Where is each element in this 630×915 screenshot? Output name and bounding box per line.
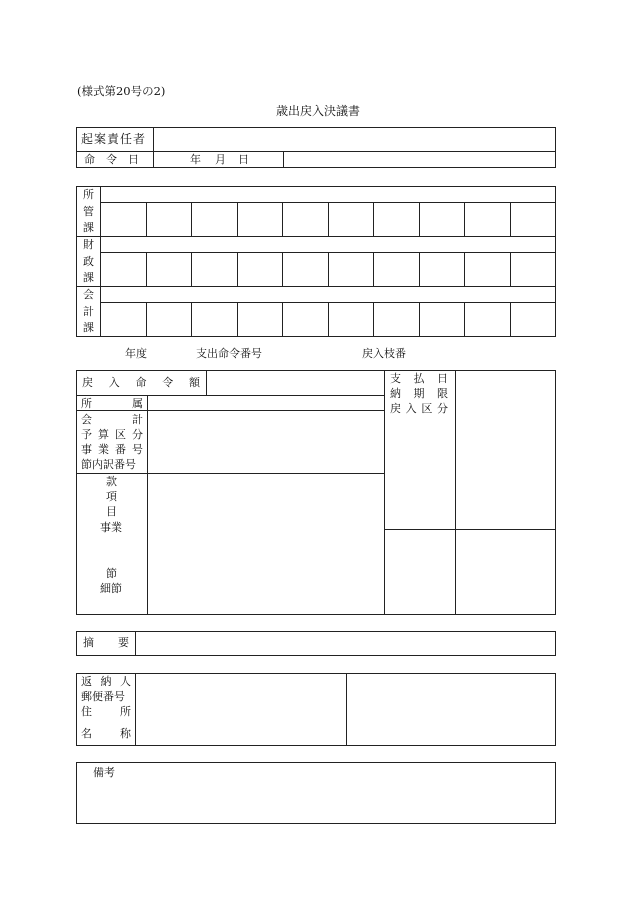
seal-cell[interactable]: [374, 303, 419, 337]
returner-extra-field[interactable]: [347, 674, 555, 745]
seal-cell[interactable]: [238, 303, 282, 337]
seal-cell[interactable]: [465, 203, 510, 236]
date-month: 月: [215, 153, 226, 166]
seal-cell[interactable]: [420, 253, 464, 286]
fiscal-year-label: 年度: [125, 347, 147, 360]
budget-items-field[interactable]: [148, 474, 384, 614]
seal-cell[interactable]: [192, 303, 237, 337]
accounting-codes-field[interactable]: [148, 411, 384, 473]
order-date-extra-field[interactable]: [284, 152, 555, 167]
address-label: 住 所: [81, 705, 131, 718]
refund-class-label: 戻 入 区 分: [390, 402, 448, 415]
seal-cell[interactable]: [101, 303, 146, 337]
approver-name-row[interactable]: [101, 237, 556, 252]
kan-label: 款: [106, 475, 117, 488]
drafter-label: 起案責任者: [81, 132, 147, 146]
postal-code-label: 郵便番号: [81, 690, 125, 703]
setsu-label: 節: [106, 567, 117, 580]
date-day: 日: [238, 153, 249, 166]
payment-date-label: 支 払 日: [390, 372, 448, 385]
deadline-label: 納 期 限: [390, 387, 448, 400]
seal-cell[interactable]: [511, 203, 556, 236]
document-title: 歳出戻入決議書: [276, 104, 361, 118]
seal-cell[interactable]: [465, 303, 510, 337]
seal-cell[interactable]: [147, 303, 191, 337]
seal-cell[interactable]: [147, 203, 191, 236]
seal-cell[interactable]: [374, 253, 419, 286]
project-no-label: 事 業 番 号: [81, 443, 143, 456]
jigyou-label: 事業: [100, 521, 122, 534]
lower-left-field[interactable]: [385, 530, 455, 614]
seal-cell[interactable]: [238, 203, 282, 236]
order-date-label: 命 令 日: [84, 153, 139, 166]
approval-label-1-1: 所: [83, 188, 94, 201]
seal-cell[interactable]: [511, 303, 556, 337]
approval-label-3-1: 会: [83, 288, 94, 301]
approval-label-2-3: 課: [83, 271, 94, 284]
approver-name-row[interactable]: [101, 287, 556, 302]
seal-cell[interactable]: [101, 253, 146, 286]
seal-cell[interactable]: [329, 253, 373, 286]
approval-label-1-3: 課: [83, 221, 94, 234]
seal-cell[interactable]: [329, 303, 373, 337]
saisetsu-label: 細節: [100, 582, 122, 595]
summary-field[interactable]: [136, 632, 555, 655]
department-label: 所 属: [81, 397, 143, 410]
order-date-field[interactable]: [154, 152, 283, 167]
drafter-field[interactable]: [154, 128, 555, 151]
form-number: (様式第20号の2): [77, 84, 166, 98]
seal-cell[interactable]: [101, 203, 146, 236]
name-label: 名 称: [81, 727, 131, 740]
moku-label: 目: [106, 505, 117, 518]
section-detail-no-label: 節内訳番号: [81, 458, 136, 471]
seal-cell[interactable]: [192, 203, 237, 236]
kou-label: 項: [106, 490, 117, 503]
approval-label-2-1: 財: [83, 238, 94, 251]
refund-amount-label: 戻 入 命 令 額: [82, 376, 200, 389]
approval-label-2-2: 政: [83, 255, 94, 268]
seal-cell[interactable]: [420, 303, 464, 337]
remarks-field[interactable]: [77, 780, 555, 823]
department-field[interactable]: [148, 396, 384, 410]
refund-voucher-no-label: 戻入枝番: [362, 347, 406, 360]
remarks-label: 備考: [93, 766, 115, 779]
seal-cell[interactable]: [283, 203, 328, 236]
approval-label-3-2: 計: [83, 305, 94, 318]
seal-cell[interactable]: [465, 253, 510, 286]
seal-cell[interactable]: [511, 253, 556, 286]
approval-label-1-2: 管: [83, 205, 94, 218]
refund-amount-field[interactable]: [207, 371, 384, 395]
approval-label-3-3: 課: [83, 321, 94, 334]
budget-class-label: 予 算 区 分: [81, 428, 143, 441]
payment-info-field[interactable]: [456, 371, 555, 529]
seal-cell[interactable]: [238, 253, 282, 286]
date-year: 年: [190, 153, 201, 166]
lower-right-field[interactable]: [456, 530, 555, 614]
seal-cell[interactable]: [283, 303, 328, 337]
seal-cell[interactable]: [420, 203, 464, 236]
accounting-label: 会 計: [81, 413, 143, 426]
seal-cell[interactable]: [192, 253, 237, 286]
seal-cell[interactable]: [283, 253, 328, 286]
approver-name-row[interactable]: [101, 187, 556, 202]
seal-cell[interactable]: [374, 203, 419, 236]
returner-info-field[interactable]: [136, 674, 346, 745]
seal-cell[interactable]: [147, 253, 191, 286]
returner-label: 返 納 人: [81, 675, 131, 688]
payment-order-no-label: 支出命令番号: [196, 347, 262, 360]
summary-label: 摘 要: [83, 636, 129, 649]
seal-cell[interactable]: [329, 203, 373, 236]
